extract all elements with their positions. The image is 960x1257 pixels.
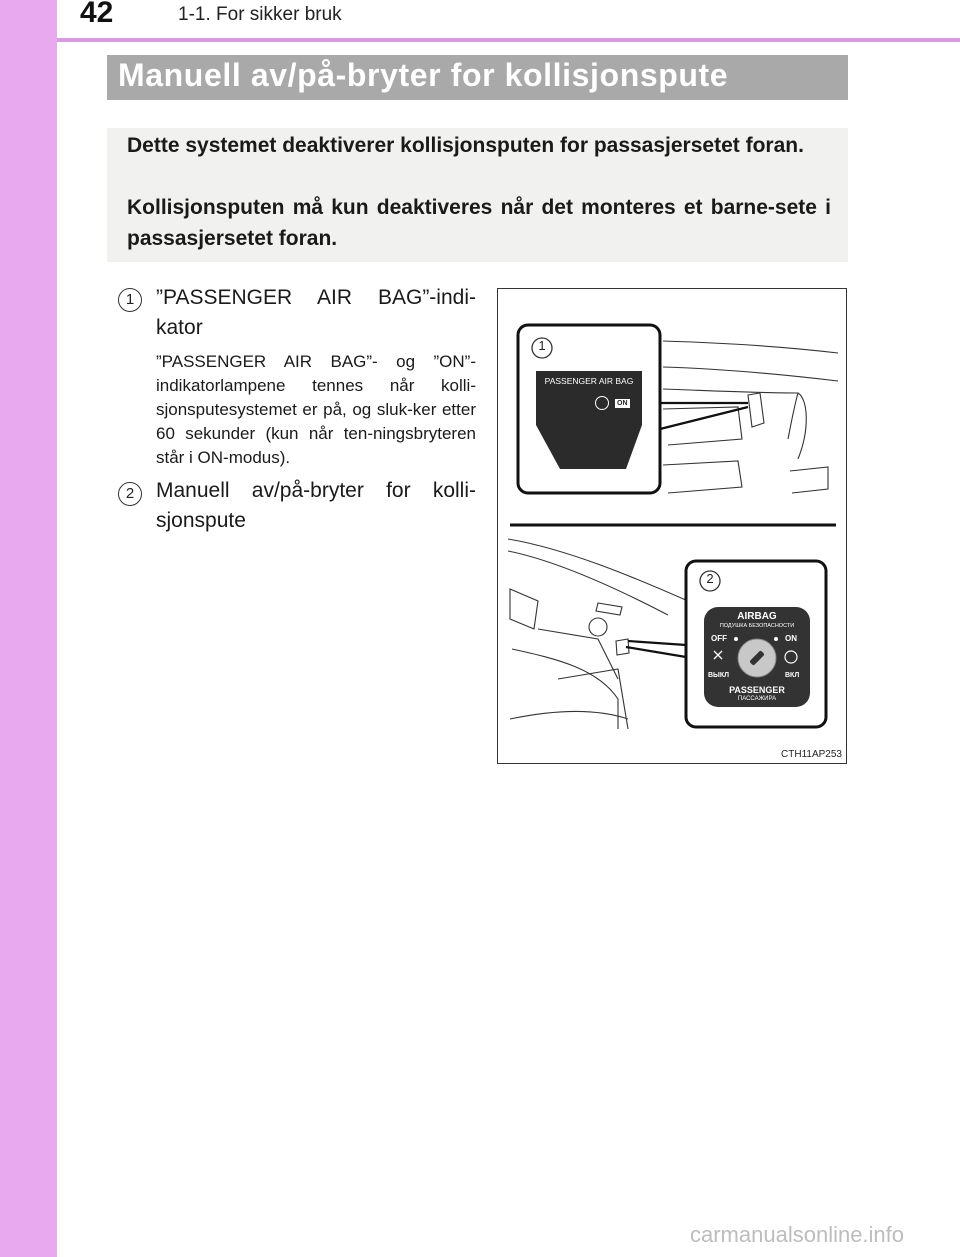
item-1-heading: ”PASSENGER AIR BAG”-indi-kator: [156, 286, 476, 339]
indicator-on-label: ON: [617, 400, 628, 407]
switch-on-ru-label: ВКЛ: [785, 672, 800, 679]
switch-passenger-label: PASSENGER: [729, 685, 785, 695]
switch-on-label: ON: [785, 634, 797, 643]
switch-off-label: OFF: [711, 634, 727, 643]
switch-title: AIRBAG: [737, 611, 777, 622]
footer-watermark[interactable]: carmanualsonline.info: [690, 1222, 905, 1247]
item-2-heading: Manuell av/på-bryter for kolli-sjonspute: [156, 479, 476, 532]
switch-off-ru-label: ВЫКЛ: [708, 672, 730, 679]
callout-1-number: 1: [538, 338, 546, 353]
figure-code: CTH11AP253: [781, 749, 842, 760]
intro-text-2: Kollisjonsputen må kun deaktiveres når det monteres et barne-sete i passasjersetet foran.: [127, 196, 831, 250]
intro-text-1: Dette systemet deaktiverer kollisjonsputen for passasjersetet foran.: [127, 134, 804, 157]
callout-2: [626, 561, 826, 727]
header-rule: [57, 38, 960, 42]
callout-2-number: 2: [706, 571, 714, 586]
switch-passenger-ru-label: ПАССАЖИРА: [737, 696, 777, 702]
page-number: 42: [80, 0, 114, 29]
side-tab-strip: [0, 0, 57, 1257]
section-title: 1-1. For sikker bruk: [178, 4, 342, 25]
indicator-label: PASSENGER AIR BAG: [544, 376, 634, 386]
callout-1: [518, 325, 748, 493]
illustration-figure: [497, 288, 847, 764]
switch-subtitle: ПОДУШКА БЕЗОПАСНОСТИ: [719, 623, 795, 629]
item-2-number: 2: [118, 482, 142, 506]
item-1-number: 1: [118, 288, 142, 312]
airbag-off-icon: [595, 396, 609, 410]
page-title: Manuell av/på-bryter for kollisjonspute: [118, 57, 729, 93]
intro-box: [107, 128, 848, 262]
item-1-description: ”PASSENGER AIR BAG”- og ”ON”-indikatorlampene tennes når kolli-sjonsputesystemet er på, og sluk-ker etter 60 sekunder (kun når ten-ningsbryteren står i ON-modus).: [156, 352, 476, 467]
